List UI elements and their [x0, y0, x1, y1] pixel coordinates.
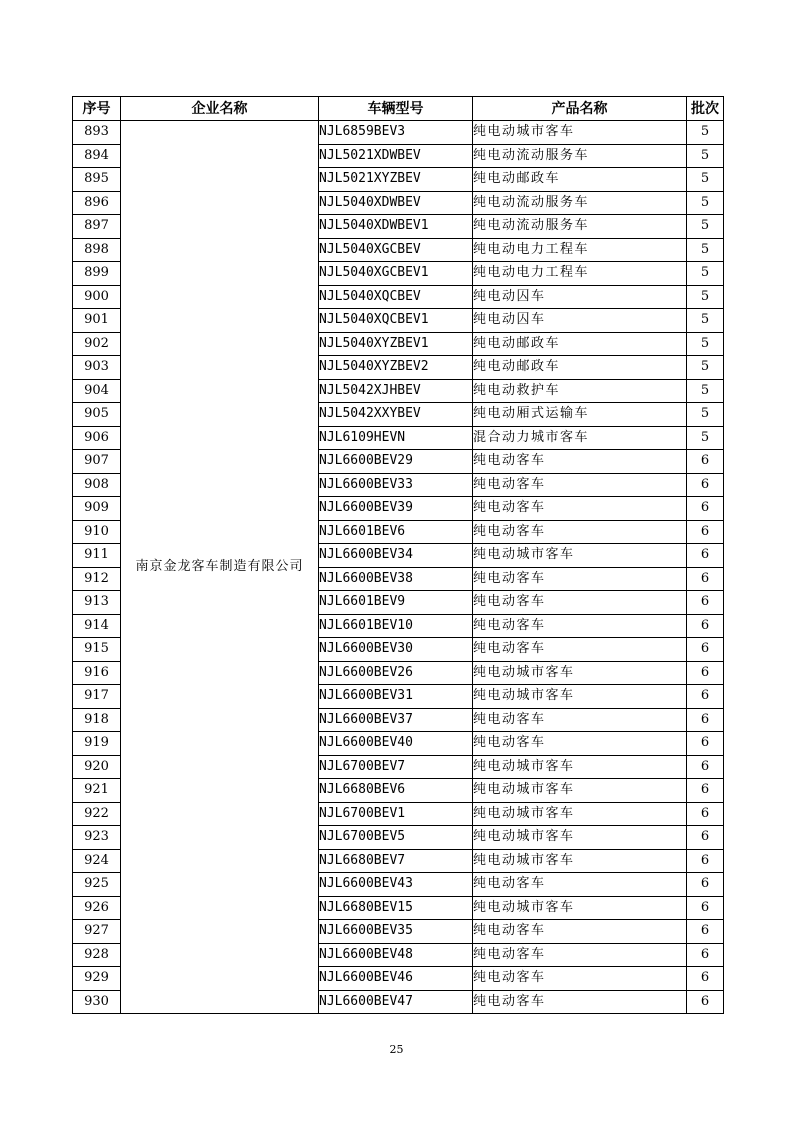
product-name: 纯电动邮政车 — [473, 332, 687, 356]
row-index: 893 — [73, 121, 121, 145]
vehicle-model: NJL6700BEV5 — [319, 826, 473, 850]
product-name: 纯电动城市客车 — [473, 779, 687, 803]
vehicle-model: NJL6600BEV43 — [319, 873, 473, 897]
row-index: 896 — [73, 191, 121, 215]
vehicle-model: NJL6601BEV10 — [319, 614, 473, 638]
row-index: 903 — [73, 356, 121, 380]
row-index: 914 — [73, 614, 121, 638]
row-index: 895 — [73, 168, 121, 192]
product-name: 纯电动客车 — [473, 473, 687, 497]
column-header-product: 产品名称 — [473, 97, 687, 121]
row-index: 910 — [73, 520, 121, 544]
batch-number: 5 — [687, 121, 724, 145]
product-name: 纯电动客车 — [473, 967, 687, 991]
row-index: 922 — [73, 802, 121, 826]
vehicle-model: NJL5040XQCBEV — [319, 285, 473, 309]
batch-number: 5 — [687, 356, 724, 380]
batch-number: 6 — [687, 755, 724, 779]
row-index: 900 — [73, 285, 121, 309]
vehicle-model: NJL6600BEV29 — [319, 450, 473, 474]
vehicle-model: NJL5021XDWBEV — [319, 144, 473, 168]
row-index: 923 — [73, 826, 121, 850]
product-name: 纯电动城市客车 — [473, 685, 687, 709]
product-name: 纯电动客车 — [473, 520, 687, 544]
product-name: 纯电动救护车 — [473, 379, 687, 403]
vehicle-model: NJL6600BEV40 — [319, 732, 473, 756]
vehicle-model: NJL6109HEVN — [319, 426, 473, 450]
vehicle-model: NJL6600BEV35 — [319, 920, 473, 944]
row-index: 924 — [73, 849, 121, 873]
batch-number: 5 — [687, 309, 724, 333]
row-index: 894 — [73, 144, 121, 168]
product-name: 纯电动城市客车 — [473, 121, 687, 145]
vehicle-model: NJL5021XYZBEV — [319, 168, 473, 192]
product-name: 纯电动城市客车 — [473, 802, 687, 826]
product-name: 纯电动城市客车 — [473, 755, 687, 779]
vehicle-model: NJL5040XYZBEV1 — [319, 332, 473, 356]
product-name: 纯电动客车 — [473, 591, 687, 615]
row-index: 915 — [73, 638, 121, 662]
vehicle-model: NJL6680BEV7 — [319, 849, 473, 873]
vehicle-model: NJL6700BEV7 — [319, 755, 473, 779]
row-index: 902 — [73, 332, 121, 356]
row-index: 929 — [73, 967, 121, 991]
table-body — [73, 121, 724, 1014]
vehicle-model: NJL6600BEV31 — [319, 685, 473, 709]
row-index: 913 — [73, 591, 121, 615]
batch-number: 6 — [687, 450, 724, 474]
batch-number: 6 — [687, 567, 724, 591]
product-name: 纯电动客车 — [473, 567, 687, 591]
vehicle-model: NJL6600BEV33 — [319, 473, 473, 497]
product-name: 纯电动囚车 — [473, 285, 687, 309]
row-index: 909 — [73, 497, 121, 521]
product-name: 纯电动城市客车 — [473, 826, 687, 850]
batch-number: 6 — [687, 544, 724, 568]
batch-number: 5 — [687, 403, 724, 427]
batch-number: 6 — [687, 685, 724, 709]
row-index: 916 — [73, 661, 121, 685]
product-name: 纯电动客车 — [473, 732, 687, 756]
vehicle-model: NJL6601BEV9 — [319, 591, 473, 615]
batch-number: 5 — [687, 168, 724, 192]
product-name: 纯电动客车 — [473, 873, 687, 897]
product-name: 纯电动客车 — [473, 990, 687, 1014]
row-index: 926 — [73, 896, 121, 920]
product-name: 纯电动客车 — [473, 450, 687, 474]
row-index: 925 — [73, 873, 121, 897]
vehicle-model: NJL6680BEV6 — [319, 779, 473, 803]
vehicle-model: NJL5040XGCBEV — [319, 238, 473, 262]
batch-number: 6 — [687, 849, 724, 873]
batch-number: 6 — [687, 497, 724, 521]
row-index: 928 — [73, 943, 121, 967]
batch-number: 6 — [687, 614, 724, 638]
vehicle-model: NJL6600BEV46 — [319, 967, 473, 991]
batch-number: 5 — [687, 144, 724, 168]
row-index: 897 — [73, 215, 121, 239]
product-name: 纯电动电力工程车 — [473, 262, 687, 286]
row-index: 912 — [73, 567, 121, 591]
batch-number: 6 — [687, 990, 724, 1014]
product-name: 纯电动厢式运输车 — [473, 403, 687, 427]
batch-number: 6 — [687, 920, 724, 944]
batch-number: 6 — [687, 826, 724, 850]
vehicle-model: NJL6859BEV3 — [319, 121, 473, 145]
vehicle-model: NJL6600BEV38 — [319, 567, 473, 591]
row-index: 906 — [73, 426, 121, 450]
product-name: 纯电动城市客车 — [473, 896, 687, 920]
row-index: 911 — [73, 544, 121, 568]
row-index: 927 — [73, 920, 121, 944]
vehicle-model: NJL6600BEV47 — [319, 990, 473, 1014]
product-name: 纯电动客车 — [473, 920, 687, 944]
vehicle-model: NJL5040XDWBEV — [319, 191, 473, 215]
company-name: 南京金龙客车制造有限公司 — [121, 121, 319, 1014]
batch-number: 5 — [687, 215, 724, 239]
product-name: 纯电动客车 — [473, 614, 687, 638]
batch-number: 6 — [687, 661, 724, 685]
row-index: 921 — [73, 779, 121, 803]
vehicle-model: NJL5042XJHBEV — [319, 379, 473, 403]
batch-number: 6 — [687, 708, 724, 732]
column-header-company: 企业名称 — [121, 97, 319, 121]
product-name: 纯电动电力工程车 — [473, 238, 687, 262]
vehicle-table — [72, 96, 724, 1014]
batch-number: 5 — [687, 332, 724, 356]
product-name: 纯电动客车 — [473, 943, 687, 967]
product-name: 纯电动囚车 — [473, 309, 687, 333]
batch-number: 6 — [687, 873, 724, 897]
row-index: 899 — [73, 262, 121, 286]
batch-number: 5 — [687, 379, 724, 403]
product-name: 纯电动客车 — [473, 638, 687, 662]
product-name: 纯电动邮政车 — [473, 356, 687, 380]
batch-number: 5 — [687, 426, 724, 450]
page-number: 25 — [389, 1043, 404, 1056]
product-name: 纯电动城市客车 — [473, 661, 687, 685]
vehicle-model: NJL5040XQCBEV1 — [319, 309, 473, 333]
batch-number: 5 — [687, 262, 724, 286]
row-index: 919 — [73, 732, 121, 756]
vehicle-model: NJL5040XDWBEV1 — [319, 215, 473, 239]
vehicle-model: NJL6601BEV6 — [319, 520, 473, 544]
batch-number: 6 — [687, 967, 724, 991]
row-index: 901 — [73, 309, 121, 333]
column-header-model: 车辆型号 — [319, 97, 473, 121]
batch-number: 6 — [687, 802, 724, 826]
row-index: 930 — [73, 990, 121, 1014]
batch-number: 6 — [687, 591, 724, 615]
row-index: 908 — [73, 473, 121, 497]
row-index: 898 — [73, 238, 121, 262]
column-header-index: 序号 — [73, 97, 121, 121]
vehicle-model: NJL6600BEV30 — [319, 638, 473, 662]
vehicle-model: NJL5040XGCBEV1 — [319, 262, 473, 286]
vehicle-model: NJL5040XYZBEV2 — [319, 356, 473, 380]
batch-number: 5 — [687, 191, 724, 215]
vehicle-model: NJL6600BEV34 — [319, 544, 473, 568]
product-name: 纯电动城市客车 — [473, 849, 687, 873]
batch-number: 6 — [687, 896, 724, 920]
batch-number: 6 — [687, 520, 724, 544]
batch-number: 6 — [687, 779, 724, 803]
vehicle-model: NJL6600BEV26 — [319, 661, 473, 685]
table-row — [73, 121, 724, 145]
batch-number: 5 — [687, 238, 724, 262]
vehicle-model: NJL6600BEV48 — [319, 943, 473, 967]
batch-number: 6 — [687, 638, 724, 662]
row-index: 907 — [73, 450, 121, 474]
row-index: 904 — [73, 379, 121, 403]
row-index: 917 — [73, 685, 121, 709]
product-name: 纯电动客车 — [473, 708, 687, 732]
product-name: 纯电动邮政车 — [473, 168, 687, 192]
batch-number: 5 — [687, 285, 724, 309]
product-name: 纯电动客车 — [473, 497, 687, 521]
vehicle-model: NJL6680BEV15 — [319, 896, 473, 920]
table-header-row — [73, 97, 724, 121]
row-index: 905 — [73, 403, 121, 427]
product-name: 纯电动流动服务车 — [473, 215, 687, 239]
row-index: 920 — [73, 755, 121, 779]
product-name: 混合动力城市客车 — [473, 426, 687, 450]
batch-number: 6 — [687, 473, 724, 497]
product-name: 纯电动城市客车 — [473, 544, 687, 568]
column-header-batch: 批次 — [687, 97, 724, 121]
batch-number: 6 — [687, 732, 724, 756]
vehicle-model: NJL6600BEV37 — [319, 708, 473, 732]
batch-number: 6 — [687, 943, 724, 967]
product-name: 纯电动流动服务车 — [473, 144, 687, 168]
vehicle-model: NJL6600BEV39 — [319, 497, 473, 521]
vehicle-model: NJL6700BEV1 — [319, 802, 473, 826]
vehicle-model: NJL5042XXYBEV — [319, 403, 473, 427]
row-index: 918 — [73, 708, 121, 732]
product-name: 纯电动流动服务车 — [473, 191, 687, 215]
